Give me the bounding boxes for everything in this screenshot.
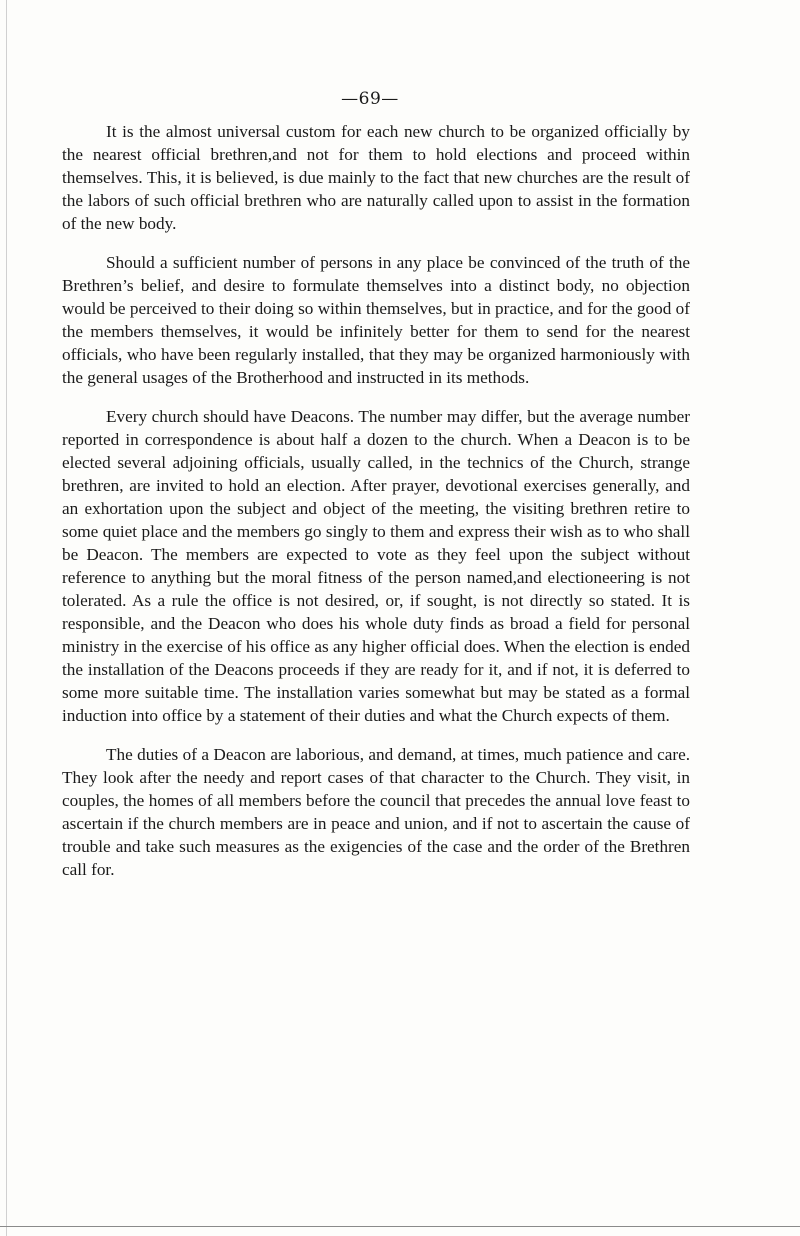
bottom-rule (0, 1226, 800, 1227)
paragraph-deacons: Every church should have Deacons. The number may differ, but the average number reported in correspondence is about half a dozen to the church. When a Deacon is to be elected several adjoining officials, usually called, in the technics of the Church, strange brethren, are invited to hold an election. After prayer, devotional exercises generally, and an exhortation upon the subject and object of the meeting, the visiting brethren retire to some quiet place and the members go singly to them and express their wish as to who shall be Deacon. The members are expected to vote as they feel upon the subject without reference to anything but the moral fitness of the person named,and electioneering is not tolerated. As a rule the office is not desired, or, if sought, is not directly so stated. It is responsible, and the Deacon who does his whole duty finds as broad a field for personal ministry in the exercise of his office as any higher official does. When the election is ended the installation of the Deacons proceeds if they are ready for it, and if not, it is deferred to some more suitable time. The installation varies somewhat but may be stated as a formal induction into office by a statement of their duties and what the Church expects of them. (62, 407, 690, 725)
page-number: —69— (341, 89, 399, 109)
paragraph-deacon-duties: The duties of a Deacon are laborious, and demand, at times, much patience and care. They look after the needy and report cases of that character to the Church. They visit, in couples, the homes of all members before the council that precedes the annual love feast to ascertain if the church members are in peace and union, and if not to ascertain the cause of trouble and take such measures as the exigencies of the case and the order of the Brethren call for. (62, 745, 690, 879)
paragraph-new-body: Should a sufficient number of persons in any place be convinced of the truth of the Brethren’s belief, and desire to formulate themselves into a distinct body, no objection would be perceived to their doing so within themselves, but in practice, and for the good of the members themselves, it would be infinitely better for them to send for the nearest officials, who have been regularly installed, that they may be organized harmoniously with the general usages of the Brotherhood and instructed in its methods. (62, 253, 690, 387)
paragraph-organization: It is the almost universal custom for each new church to be organized officially by the nearest official brethren,and not for them to hold elections and proceed within themselves. This, it is believed, is due mainly to the fact that new churches are the result of the labors of such official brethren who are naturally called upon to assist in the formation of the new body. (62, 122, 690, 233)
page-edge-rule (6, 0, 7, 1236)
body-text (62, 120, 690, 897)
